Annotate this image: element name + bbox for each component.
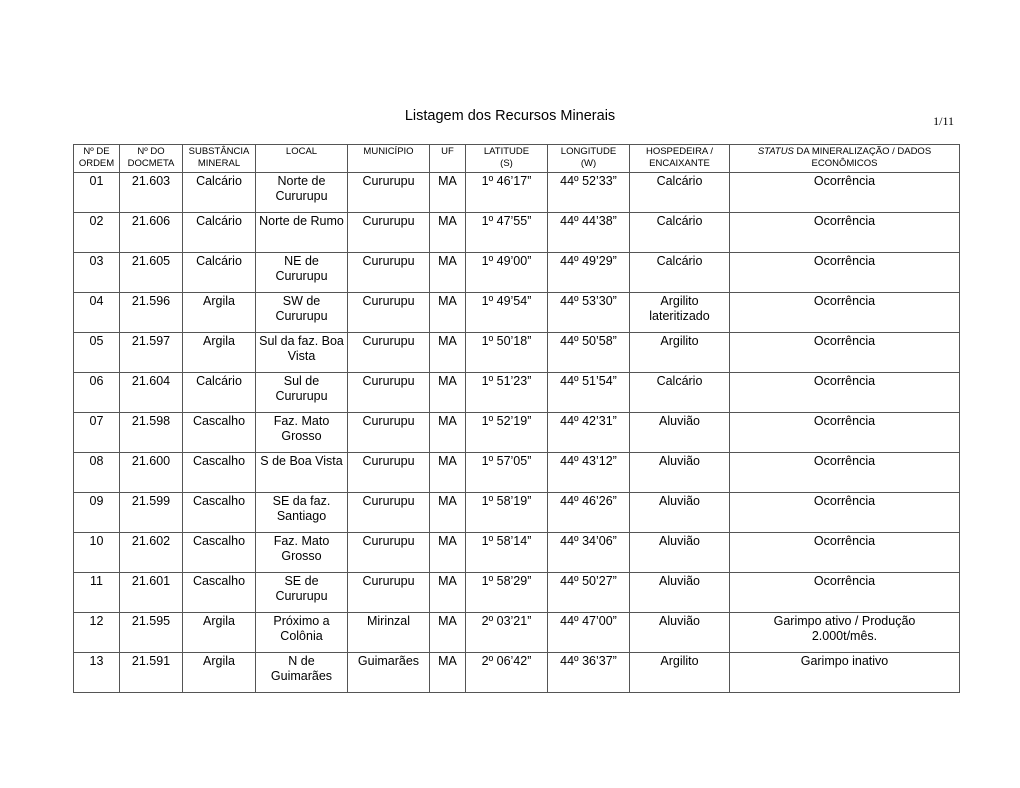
- cell-local: Norte de Cururupu: [256, 173, 348, 213]
- cell-substancia: Calcário: [183, 173, 256, 213]
- cell-municipio: Cururupu: [348, 213, 430, 253]
- cell-status: Ocorrência: [730, 493, 960, 533]
- cell-ordem: 04: [74, 293, 120, 333]
- cell-docmeta: 21.602: [120, 533, 183, 573]
- page-number: 1/11: [933, 114, 954, 128]
- cell-status: Ocorrência: [730, 253, 960, 293]
- cell-longitude: 44º 42’31”: [548, 413, 630, 453]
- cell-substancia: Argila: [183, 333, 256, 373]
- cell-municipio: Cururupu: [348, 453, 430, 493]
- table-row: [74, 373, 960, 413]
- header-status: STATUS DA MINERALIZAÇÃO / DADOS ECONÔMICOS: [730, 145, 960, 173]
- cell-local: Próximo a Colônia: [256, 613, 348, 653]
- cell-local: NE de Cururupu: [256, 253, 348, 293]
- cell-status: Ocorrência: [730, 453, 960, 493]
- cell-latitude: 2º 06’42”: [466, 653, 548, 693]
- cell-status: Ocorrência: [730, 533, 960, 573]
- cell-hospedeira: Calcário: [630, 173, 730, 213]
- cell-longitude: 44º 43’12”: [548, 453, 630, 493]
- cell-municipio: Cururupu: [348, 173, 430, 213]
- cell-latitude: 1º 51’23”: [466, 373, 548, 413]
- table-row: [74, 613, 960, 653]
- cell-local: Norte de Rumo: [256, 213, 348, 253]
- cell-longitude: 44º 47’00”: [548, 613, 630, 653]
- table-row: [74, 333, 960, 373]
- cell-hospedeira: Aluvião: [630, 493, 730, 533]
- table-row: [74, 653, 960, 693]
- cell-substancia: Cascalho: [183, 533, 256, 573]
- cell-municipio: Cururupu: [348, 373, 430, 413]
- cell-status: Ocorrência: [730, 373, 960, 413]
- cell-status: Ocorrência: [730, 413, 960, 453]
- cell-docmeta: 21.598: [120, 413, 183, 453]
- cell-ordem: 03: [74, 253, 120, 293]
- cell-local: Faz. Mato Grosso: [256, 533, 348, 573]
- header-ordem: Nº DE ORDEM: [74, 145, 120, 173]
- cell-docmeta: 21.606: [120, 213, 183, 253]
- cell-longitude: 44º 50’27”: [548, 573, 630, 613]
- cell-substancia: Argila: [183, 653, 256, 693]
- cell-hospedeira: Aluvião: [630, 613, 730, 653]
- cell-local: S de Boa Vista: [256, 453, 348, 493]
- cell-longitude: 44º 52’33”: [548, 173, 630, 213]
- cell-substancia: Cascalho: [183, 493, 256, 533]
- cell-hospedeira: Argilito: [630, 333, 730, 373]
- cell-ordem: 11: [74, 573, 120, 613]
- cell-longitude: 44º 49’29”: [548, 253, 630, 293]
- cell-longitude: 44º 53’30”: [548, 293, 630, 333]
- cell-municipio: Cururupu: [348, 573, 430, 613]
- table-row: [74, 213, 960, 253]
- cell-local: SE de Cururupu: [256, 573, 348, 613]
- cell-ordem: 06: [74, 373, 120, 413]
- cell-substancia: Calcário: [183, 373, 256, 413]
- cell-ordem: 02: [74, 213, 120, 253]
- header-uf: UF: [430, 145, 466, 173]
- header-municipio: MUNICÍPIO: [348, 145, 430, 173]
- cell-latitude: 1º 58’29”: [466, 573, 548, 613]
- cell-substancia: Calcário: [183, 213, 256, 253]
- cell-municipio: Cururupu: [348, 493, 430, 533]
- cell-municipio: Guimarães: [348, 653, 430, 693]
- cell-longitude: 44º 50’58”: [548, 333, 630, 373]
- cell-docmeta: 21.599: [120, 493, 183, 533]
- cell-longitude: 44º 44’38”: [548, 213, 630, 253]
- cell-uf: MA: [430, 253, 466, 293]
- cell-local: Sul de Cururupu: [256, 373, 348, 413]
- cell-longitude: 44º 34’06”: [548, 533, 630, 573]
- cell-uf: MA: [430, 373, 466, 413]
- cell-ordem: 01: [74, 173, 120, 213]
- cell-substancia: Cascalho: [183, 573, 256, 613]
- cell-uf: MA: [430, 573, 466, 613]
- cell-hospedeira: Calcário: [630, 373, 730, 413]
- cell-docmeta: 21.604: [120, 373, 183, 413]
- cell-substancia: Argila: [183, 293, 256, 333]
- cell-uf: MA: [430, 613, 466, 653]
- cell-docmeta: 21.601: [120, 573, 183, 613]
- table-row: [74, 573, 960, 613]
- cell-uf: MA: [430, 293, 466, 333]
- cell-hospedeira: Aluvião: [630, 573, 730, 613]
- cell-substancia: Cascalho: [183, 413, 256, 453]
- cell-local: Faz. Mato Grosso: [256, 413, 348, 453]
- cell-latitude: 1º 58’19”: [466, 493, 548, 533]
- cell-municipio: Cururupu: [348, 533, 430, 573]
- cell-status: Ocorrência: [730, 213, 960, 253]
- cell-municipio: Cururupu: [348, 413, 430, 453]
- cell-status: Ocorrência: [730, 573, 960, 613]
- cell-latitude: 1º 46’17”: [466, 173, 548, 213]
- cell-docmeta: 21.603: [120, 173, 183, 213]
- table-row: [74, 173, 960, 213]
- cell-local: N de Guimarães: [256, 653, 348, 693]
- cell-local: SE da faz. Santiago: [256, 493, 348, 533]
- cell-docmeta: 21.591: [120, 653, 183, 693]
- table-row: [74, 293, 960, 333]
- cell-longitude: 44º 46’26”: [548, 493, 630, 533]
- table-header-row: [74, 145, 960, 173]
- cell-hospedeira: Argilito: [630, 653, 730, 693]
- header-hospedeira: HOSPEDEIRA / ENCAIXANTE: [630, 145, 730, 173]
- cell-latitude: 1º 49’54”: [466, 293, 548, 333]
- cell-longitude: 44º 36’37”: [548, 653, 630, 693]
- cell-status: Garimpo inativo: [730, 653, 960, 693]
- cell-docmeta: 21.600: [120, 453, 183, 493]
- cell-latitude: 1º 58’14”: [466, 533, 548, 573]
- cell-uf: MA: [430, 173, 466, 213]
- cell-latitude: 1º 57’05”: [466, 453, 548, 493]
- header-longitude: LONGITUDE (W): [548, 145, 630, 173]
- cell-status: Ocorrência: [730, 293, 960, 333]
- cell-substancia: Cascalho: [183, 453, 256, 493]
- table-row: [74, 493, 960, 533]
- cell-ordem: 05: [74, 333, 120, 373]
- cell-ordem: 12: [74, 613, 120, 653]
- mineral-resources-table: [73, 144, 960, 693]
- header-local: LOCAL: [256, 145, 348, 173]
- cell-ordem: 07: [74, 413, 120, 453]
- cell-ordem: 08: [74, 453, 120, 493]
- cell-docmeta: 21.605: [120, 253, 183, 293]
- cell-local: SW de Cururupu: [256, 293, 348, 333]
- header-substancia: SUBSTÂNCIA MINERAL: [183, 145, 256, 173]
- cell-municipio: Mirinzal: [348, 613, 430, 653]
- table-row: [74, 413, 960, 453]
- cell-latitude: 1º 49’00”: [466, 253, 548, 293]
- cell-uf: MA: [430, 333, 466, 373]
- cell-status: Garimpo ativo / Produção 2.000t/mês.: [730, 613, 960, 653]
- table-row: [74, 453, 960, 493]
- cell-latitude: 1º 50’18”: [466, 333, 548, 373]
- header-docmeta: Nº DO DOCMETA: [120, 145, 183, 173]
- cell-status: Ocorrência: [730, 173, 960, 213]
- cell-hospedeira: Calcário: [630, 213, 730, 253]
- cell-uf: MA: [430, 213, 466, 253]
- cell-ordem: 10: [74, 533, 120, 573]
- cell-latitude: 2º 03’21”: [466, 613, 548, 653]
- cell-hospedeira: Calcário: [630, 253, 730, 293]
- cell-uf: MA: [430, 653, 466, 693]
- header-latitude: LATITUDE (S): [466, 145, 548, 173]
- table-row: [74, 533, 960, 573]
- cell-status: Ocorrência: [730, 333, 960, 373]
- cell-local: Sul da faz. Boa Vista: [256, 333, 348, 373]
- cell-municipio: Cururupu: [348, 253, 430, 293]
- cell-hospedeira: Aluvião: [630, 413, 730, 453]
- cell-hospedeira: Argilito lateritizado: [630, 293, 730, 333]
- cell-substancia: Calcário: [183, 253, 256, 293]
- table-row: [74, 253, 960, 293]
- cell-latitude: 1º 47’55”: [466, 213, 548, 253]
- cell-docmeta: 21.597: [120, 333, 183, 373]
- cell-hospedeira: Aluvião: [630, 533, 730, 573]
- cell-municipio: Cururupu: [348, 293, 430, 333]
- page-title: Listagem dos Recursos Minerais: [404, 108, 616, 124]
- cell-uf: MA: [430, 453, 466, 493]
- cell-latitude: 1º 52’19”: [466, 413, 548, 453]
- cell-ordem: 09: [74, 493, 120, 533]
- cell-uf: MA: [430, 493, 466, 533]
- cell-uf: MA: [430, 533, 466, 573]
- cell-hospedeira: Aluvião: [630, 453, 730, 493]
- cell-longitude: 44º 51’54”: [548, 373, 630, 413]
- cell-uf: MA: [430, 413, 466, 453]
- cell-municipio: Cururupu: [348, 333, 430, 373]
- cell-docmeta: 21.596: [120, 293, 183, 333]
- cell-docmeta: 21.595: [120, 613, 183, 653]
- cell-ordem: 13: [74, 653, 120, 693]
- cell-substancia: Argila: [183, 613, 256, 653]
